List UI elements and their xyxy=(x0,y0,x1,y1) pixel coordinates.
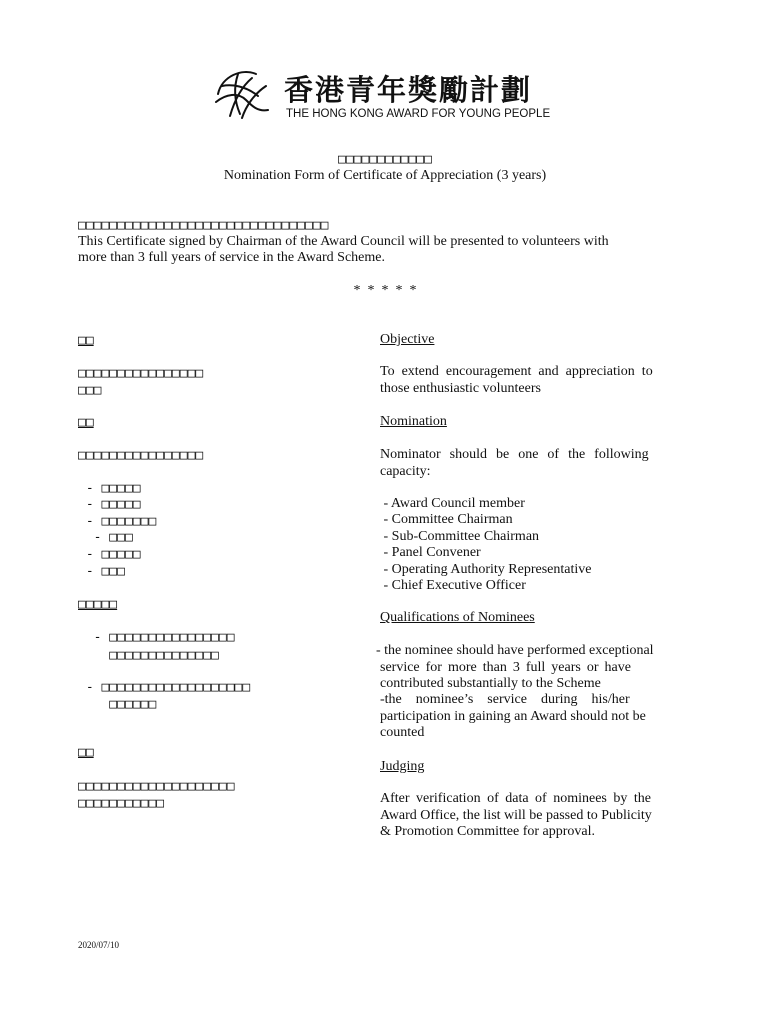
heading-qualifications-zh: □□□□□ xyxy=(78,597,118,612)
judging-zh-line2: □□□□□□□□□□□ xyxy=(78,796,165,811)
award-logo xyxy=(212,66,562,126)
nominator-zh-3: - □□□□□□□ xyxy=(78,514,157,529)
nominator-en-5: - Operating Authority Representative xyxy=(380,562,592,577)
heading-judging-en: Judging xyxy=(380,759,425,774)
award-logo-emblem-icon xyxy=(212,66,274,122)
nominator-zh-1: - □□□□□ xyxy=(78,481,141,496)
judging-en-line3: & Promotion Committee for approval. xyxy=(380,824,596,839)
intro-english-line1: This Certificate signed by Chairman of the Award Council will be presented to volunteers with xyxy=(78,234,609,249)
nominator-zh-2: - □□□□□ xyxy=(78,497,141,512)
qualification-en-2-line3: counted xyxy=(380,725,425,740)
nominator-en-1: - Award Council member xyxy=(380,496,525,511)
intro-chinese: □□□□□□□□□□□□□□□□□□□□□□□□□□□□□□□□ xyxy=(78,218,329,233)
heading-objective-zh: □□ xyxy=(78,333,94,348)
nominator-zh-6: - □□□ xyxy=(78,564,125,579)
objective-en-line2: those enthusiastic volunteers xyxy=(380,381,541,396)
qualification-en-2-line1: -the nominee’s service during his/her xyxy=(380,692,630,707)
judging-en-line1: After verification of data of nominees by the xyxy=(380,791,651,806)
heading-nomination-zh: □□ xyxy=(78,415,94,430)
nominator-en-4: - Panel Convener xyxy=(380,545,481,560)
form-title-english: Nomination Form of Certificate of Appreciation (3 years) xyxy=(223,168,547,183)
heading-qualifications-en: Qualifications of Nominees xyxy=(380,610,535,625)
nomination-zh-text: □□□□□□□□□□□□□□□□ xyxy=(78,448,204,463)
nominator-zh-4: - □□□ xyxy=(78,530,133,545)
award-name-english: THE HONG KONG AWARD FOR YOUNG PEOPLE xyxy=(286,108,551,120)
nominator-en-6: - Chief Executive Officer xyxy=(380,578,526,593)
qualification-zh-1-line1: - □□□□□□□□□□□□□□□□ xyxy=(78,630,235,645)
footer-date: 2020/07/10 xyxy=(78,940,120,950)
heading-judging-zh: □□ xyxy=(78,745,94,760)
qualification-zh-1-line2: □□□□□□□□□□□□□□ xyxy=(78,648,219,663)
qualification-en-1-line2: service for more than 3 full years or have xyxy=(380,660,631,675)
objective-zh-line1: □□□□□□□□□□□□□□□□ xyxy=(78,366,204,381)
qualification-en-1-line1: - the nominee should have performed exceptional xyxy=(376,643,654,658)
separator: * * * * * xyxy=(353,283,417,298)
objective-zh-line2: □□□ xyxy=(78,383,102,398)
heading-nomination-en: Nomination xyxy=(380,414,447,429)
judging-zh-line1: □□□□□□□□□□□□□□□□□□□□ xyxy=(78,779,235,794)
nomination-en-line2: capacity: xyxy=(380,464,431,479)
form-title-chinese: □□□□□□□□□□□□ xyxy=(338,152,432,167)
award-name-chinese: 香港青年獎勵計劃 xyxy=(284,73,533,107)
judging-en-line2: Award Office, the list will be passed to Publicity xyxy=(380,808,652,823)
nominator-en-3: - Sub-Committee Chairman xyxy=(380,529,540,544)
objective-en-line1: To extend encouragement and appreciation to xyxy=(380,364,653,379)
nominator-zh-5: - □□□□□ xyxy=(78,547,141,562)
intro-english-line2: more than 3 full years of service in the Award Scheme. xyxy=(78,250,386,265)
nomination-en-line1: Nominator should be one of the following xyxy=(380,447,649,462)
nominator-en-2: - Committee Chairman xyxy=(380,512,513,527)
qualification-en-2-line2: participation in gaining an Award should not be xyxy=(380,709,646,724)
qualification-zh-2-line1: - □□□□□□□□□□□□□□□□□□□ xyxy=(78,680,251,695)
qualification-en-1-line3: contributed substantially to the Scheme xyxy=(380,676,601,691)
heading-objective-en: Objective xyxy=(380,332,435,347)
qualification-zh-2-line2: □□□□□□ xyxy=(78,697,157,712)
